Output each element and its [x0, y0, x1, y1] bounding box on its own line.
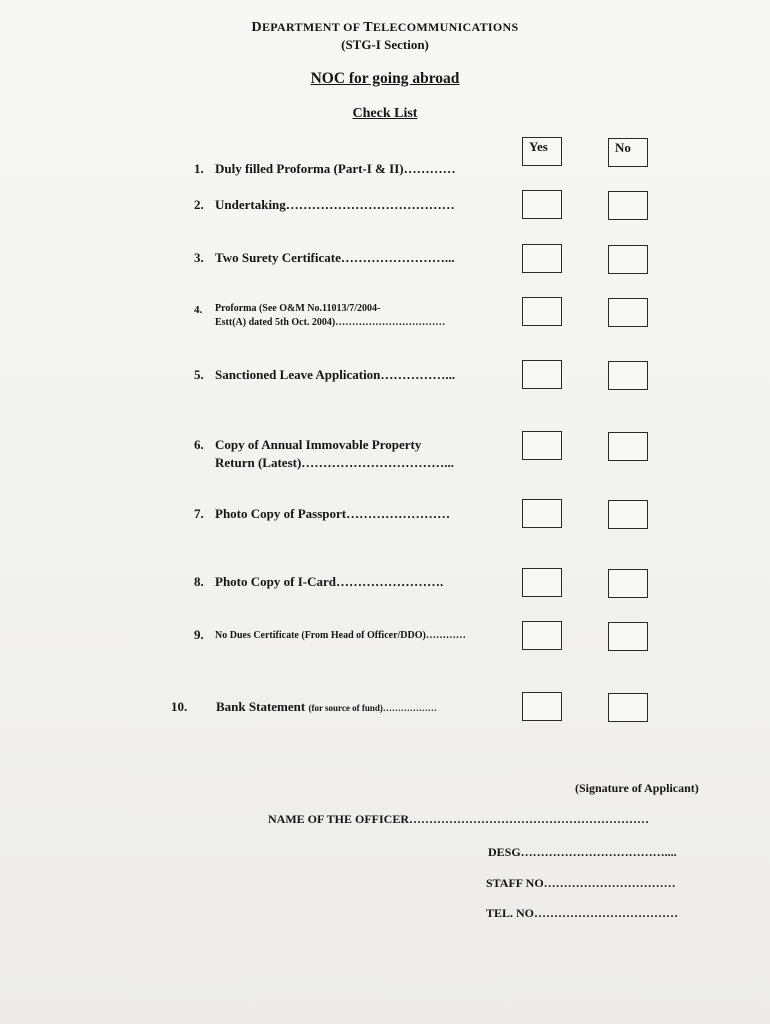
- checklist-item-no-dues: No Dues Certificate (From Head of Officer/DDO)…………: [215, 630, 466, 641]
- yes-checkbox[interactable]: [522, 499, 562, 528]
- no-checkbox[interactable]: [608, 298, 648, 327]
- telephone-number-field: TEL. NO………………………………: [486, 906, 679, 920]
- item-number: 9.: [194, 627, 204, 642]
- yes-checkbox[interactable]: [522, 621, 562, 650]
- department-heading: DEPARTMENT OF TELECOMMUNICATIONS: [251, 20, 519, 35]
- no-checkbox[interactable]: [608, 432, 648, 461]
- document-title: NOC for going abroad: [310, 70, 460, 87]
- checklist-item-property-return: Copy of Annual Immovable Property Return (Latest)……………………………...: [215, 437, 455, 470]
- no-column-header: No: [608, 138, 648, 167]
- signature-of-applicant-label: (Signature of Applicant): [575, 781, 699, 795]
- checklist-item-bank-statement: Bank Statement (for source of fund)………………: [216, 699, 437, 714]
- checklist-item-passport: Photo Copy of Passport……………………: [215, 506, 451, 521]
- yes-checkbox[interactable]: [522, 692, 562, 721]
- item-number: 4.: [194, 304, 203, 316]
- section-heading: (STG-I Section): [341, 37, 429, 52]
- no-checkbox[interactable]: [608, 191, 648, 220]
- yes-checkbox[interactable]: [522, 568, 562, 597]
- yes-checkbox[interactable]: [522, 360, 562, 389]
- no-checkbox[interactable]: [608, 693, 648, 722]
- no-checkbox[interactable]: [608, 361, 648, 390]
- designation-field: DESG………………………………....: [488, 845, 677, 859]
- yes-checkbox[interactable]: [522, 297, 562, 326]
- yes-column-header: Yes: [522, 137, 562, 166]
- yes-checkbox[interactable]: [522, 431, 562, 460]
- yes-checkbox[interactable]: [522, 190, 562, 219]
- item-number: 7.: [194, 506, 204, 521]
- checklist-item-proforma: Duly filled Proforma (Part-I & II)…………: [215, 161, 456, 176]
- checklist-item-om-proforma: Proforma (See O&M No.11013/7/2004- Estt(A) dated 5th Oct. 2004)……………………………: [215, 303, 446, 328]
- item-number: 10.: [171, 699, 188, 714]
- checklist-heading: Check List: [352, 106, 418, 121]
- checklist-item-surety: Two Surety Certificate……………………...: [215, 250, 455, 265]
- staff-number-field: STAFF NO……………………………: [486, 876, 676, 890]
- item-number: 5.: [194, 367, 204, 382]
- item-number: 6.: [194, 437, 204, 452]
- no-checkbox[interactable]: [608, 245, 648, 274]
- checklist-item-icard: Photo Copy of I-Card…………………….: [215, 574, 444, 589]
- checklist-item-undertaking: Undertaking…………………………………: [215, 197, 455, 212]
- item-number: 8.: [194, 574, 204, 589]
- checklist-item-leave: Sanctioned Leave Application……………...: [215, 367, 456, 382]
- yes-checkbox[interactable]: [522, 244, 562, 273]
- no-checkbox[interactable]: [608, 622, 648, 651]
- item-number: 2.: [194, 197, 204, 212]
- no-checkbox[interactable]: [608, 569, 648, 598]
- item-number: 3.: [194, 250, 204, 265]
- item-number: 1.: [194, 161, 204, 176]
- name-of-officer-field: NAME OF THE OFFICER……………………………………………………: [268, 812, 650, 826]
- no-checkbox[interactable]: [608, 500, 648, 529]
